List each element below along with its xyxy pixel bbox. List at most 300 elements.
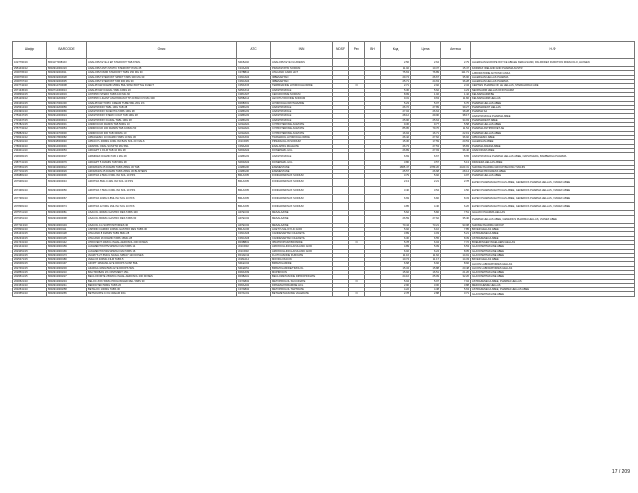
table-cell: L02BG03 <box>237 105 271 109</box>
table-cell: 8602913900081 <box>47 211 87 215</box>
table-cell: ARAPRIL ORAL SUSP 50 MG 5ML <box>87 144 237 148</box>
table-cell: 3.40 <box>381 186 411 194</box>
table-cell: 2078381/10 <box>13 203 47 211</box>
table-cell: N06DA02 <box>237 148 271 152</box>
table-cell: 8602916000066 <box>47 110 87 114</box>
table-cell: FONDAPARINUX SODIUM <box>271 194 333 202</box>
table-cell: PHARMA SA <box>471 110 635 114</box>
table-cell: MESALAZINE <box>271 223 333 227</box>
table-cell: 6.30 <box>381 236 411 240</box>
table-cell: G03HA01 <box>237 127 271 131</box>
table-cell <box>349 59 365 67</box>
table-cell: AVAMYS 27.5MCG NASAL SPRAY 120 DOSES <box>87 253 237 257</box>
table-cell: 8602913900104 <box>47 223 87 227</box>
table-cell: 4.89 <box>381 245 411 249</box>
table-cell: 6.69 <box>381 194 411 202</box>
table-row <box>13 292 635 296</box>
table-cell: 26.67 <box>411 75 441 79</box>
table-cell: 10.37 <box>411 67 441 71</box>
table-cell: 16.94 <box>381 131 411 135</box>
table-cell: 75.63 <box>381 71 411 75</box>
table-cell: 8602913900159 <box>47 245 87 249</box>
table-cell: 28.14 <box>441 169 471 173</box>
table-cell: 5.92 <box>411 174 441 178</box>
table-cell <box>365 186 381 194</box>
table-cell: PHARMA HELLAS ABEE <box>471 131 635 135</box>
page-number: 17 / 209 <box>611 469 630 475</box>
table-cell: 1027760/16 <box>13 59 47 67</box>
table-cell: 2000766/10 <box>13 75 47 79</box>
table-cell: MUPIROCIN <box>271 271 333 275</box>
table-cell: 2420.31 <box>441 165 471 169</box>
table-cell: S01EC04 <box>237 262 271 266</box>
table-cell: METOPROLOL SUCCINATE <box>271 279 333 283</box>
table-cell: 2071345/16 <box>13 88 47 92</box>
table-cell: D07AC01 <box>237 292 271 296</box>
table-cell <box>333 292 349 296</box>
price-list-table <box>12 41 635 297</box>
table-cell: ANTIPRO STERO TABS 100 MG 60 <box>87 92 237 96</box>
table-cell <box>333 215 349 223</box>
table-cell: 8602714300013 <box>47 88 87 92</box>
table-cell: 5.82 <box>411 211 441 215</box>
table-cell: BENOCTEN 50MG TABS 20 <box>87 283 237 287</box>
table-cell: 3.89 <box>381 232 411 236</box>
table-cell: ARIMIDEX DIAMIN TAB 1 MG 28 <box>87 153 237 161</box>
table-cell: ALLERGAN HELLAS PHARMA <box>471 75 635 79</box>
table-cell: ACETYLSALICYLIC ACID <box>271 228 333 232</box>
table-cell: ANALOPIZ EYE-2 EP STEROXIT TAB.8 5ML <box>87 59 237 67</box>
table-cell: B01AX05 <box>237 203 271 211</box>
table-cell: ANASTROZOLE <box>271 105 333 109</box>
table-cell: 8602919003035 <box>47 80 87 84</box>
table-cell: 8602916000013 <box>47 118 87 122</box>
table-row <box>13 178 635 186</box>
table-cell: 11.02 <box>381 67 411 71</box>
table-cell: PHARMA HELLAS ABEE <box>471 101 635 105</box>
table-cell: 2029511/15 <box>13 275 47 279</box>
table-cell: GLAXOSMITHKLINE ABEE <box>471 253 635 257</box>
table-cell: ANASTROZOLE <box>271 153 333 161</box>
table-cell: ANALOPIZ DMIR STEROXIT TABS 150 MG 30 <box>87 71 237 75</box>
table-cell: ANALOPIZ STEROXIT SPIRIT TABS 300 MG 30 <box>87 75 237 79</box>
column-header: ATC <box>237 42 271 59</box>
table-cell: J01MA14 <box>237 258 271 262</box>
table-cell: ANALPIXAR ICADAL TABL 10MG 20 <box>87 88 237 92</box>
table-cell: 35.96 <box>441 75 471 79</box>
table-cell: 8602913900142 <box>47 240 87 244</box>
table-cell: 2023451/15 <box>13 249 47 253</box>
column-header: Шифр <box>13 42 47 59</box>
table-cell: 2077381/10 <box>13 194 47 202</box>
table-cell: LEVOTHYROXINE SODIUM <box>271 97 333 101</box>
table-cell: 2396082/15 <box>13 153 47 161</box>
table-header-row <box>13 42 635 59</box>
table-cell: 11.82 <box>441 97 471 101</box>
table-cell: AUGMENTIN 500/125MG FILM TABS 16 <box>87 249 237 253</box>
table-cell: 8602913900180 <box>47 258 87 262</box>
table-cell: 6.26 <box>441 203 471 211</box>
table-cell: 2.71 <box>381 84 411 88</box>
table-cell: ANAFORUM ABEE <box>471 148 635 152</box>
table-cell: 2074381/10 <box>13 186 47 194</box>
table-cell: 3.57 <box>411 161 441 165</box>
table-cell: 2027491/15 <box>13 266 47 270</box>
table-cell: ANASTRONIX SCIENTIA TABS 1MG 28 <box>87 110 237 114</box>
table-cell: 25.57 <box>381 169 411 173</box>
table-cell: 21.26 <box>441 271 471 275</box>
table-cell: APRACYL 400MG 10ML INJ BAN SOL 20 VIALS <box>87 140 237 144</box>
table-cell: FONDAPARINUX SODIUM <box>271 186 333 194</box>
table-cell: PHARMA HELLAS ABEE, GENERICS PHARMA HELLAS, VIANEX ABEE <box>471 215 635 223</box>
table-cell: CYPROTERONE ACETATE <box>271 127 333 131</box>
table-cell: 6.53 <box>441 245 471 249</box>
table-cell: 2394011/10 <box>13 148 47 152</box>
table-cell: ELPEN PHARMACEUTICALS ABEE, GENERICS PHARMA HELLAS, VIANEX ABEE <box>471 203 635 211</box>
table-cell: 2091361/15 <box>13 101 47 105</box>
column-header: Н-Ф <box>471 42 635 59</box>
table-cell: 8602919003011 <box>47 71 87 75</box>
table-cell: GLAXOSMITHKLINE ABEE <box>471 249 635 253</box>
table-cell: 4.85 <box>381 203 411 211</box>
table-cell: ANASTROZOLE PHARMA HELLAS ABEE, NAPHTHERA, BAMBERGA PHARMA <box>471 153 635 161</box>
table-cell <box>365 194 381 202</box>
table-cell: A07EC02 <box>237 223 271 227</box>
table-cell: CEFUROXIME SODIUM <box>271 92 333 96</box>
table-cell: AUGMENTIN 875/125MG FILM TABS 14 <box>87 245 237 249</box>
table-cell: AROMASIN 25 DIAMIN TABS 25MG 30 BLISTERS <box>87 169 237 173</box>
table-cell: 76.89 <box>411 71 441 75</box>
table-cell: 5.62 <box>411 88 441 92</box>
table-cell: 8602913900203 <box>47 266 87 270</box>
table-cell: ENALAPRIL MALEATE <box>271 144 333 148</box>
table-cell: 4.46 <box>411 203 441 211</box>
table-cell: B01AX05 <box>237 178 271 186</box>
table-cell: 8.05 <box>441 249 471 253</box>
table-cell: 5.58 <box>441 123 471 127</box>
table-cell: 6.82 <box>411 194 441 202</box>
column-header: Аптека <box>441 42 471 59</box>
table-cell: ALLERGAN EUROPE ROYCE ABILEE KERALSAND, PALFRIDEX RUIDITION MIRACOLO, HAYEEN <box>471 59 635 67</box>
table-cell: 2387741/16 <box>13 161 47 165</box>
table-cell: 8602914001023 <box>47 67 87 71</box>
table-cell: AZARGA 10MG/5MG EYE DROPS 5ML <box>87 266 237 270</box>
table-cell: IRBESARTAN <box>271 80 333 84</box>
table-cell: 36.92 <box>441 135 471 139</box>
column-header: Код <box>381 42 411 59</box>
table-cell: 8602913700030 <box>47 131 87 135</box>
table-cell: 2026481/15 <box>13 262 47 266</box>
table-cell: BETALOC 100MG TABS 30 <box>87 288 237 292</box>
table-cell: 6.68 <box>381 262 411 266</box>
table-cell: 2034901/10 <box>13 110 47 114</box>
table-cell: 2075711/10 <box>13 211 47 215</box>
table-cell: C09CA04 <box>237 80 271 84</box>
table-cell: ANASTRONIX TABL 1MG TAB 28 <box>87 105 237 109</box>
table-cell: 2.88 <box>411 292 441 296</box>
table-cell: 39.27 <box>441 105 471 109</box>
table-row <box>13 153 635 161</box>
table-cell: 8.65 <box>441 153 471 161</box>
table-body <box>13 59 635 297</box>
column-header: ВН <box>365 42 381 59</box>
table-cell: J01CR05 <box>237 140 271 144</box>
table-cell <box>349 186 365 194</box>
table-cell: 2.56 <box>381 59 411 67</box>
table-cell: AROMASIN 25 DIAMIN TABS 25MG 30 TAB <box>87 165 237 169</box>
table-cell: C09CA04 <box>237 75 271 79</box>
table-cell: 8602917001030 <box>47 101 87 105</box>
table-cell: C05AX15 <box>237 84 271 88</box>
table-cell: 2000765/10 <box>13 71 47 75</box>
table-cell: EXEMESTANE <box>271 169 333 173</box>
table-cell: 1.02 <box>411 92 441 96</box>
table-cell: ATROVENT 20MCG INHAL AEROSOL 200 DOSES <box>87 240 237 244</box>
table-cell: ANALOPIZ EYE FLUIDESIS <box>271 59 333 67</box>
table-cell: 6.92 <box>411 262 441 266</box>
table-cell: 8601913200047 <box>47 97 87 101</box>
table-cell: 14.91 <box>441 253 471 257</box>
table-cell: ASTRAZENECA ABEE <box>471 236 635 240</box>
table-cell: 29.74 <box>381 75 411 79</box>
table-cell: 26.64 <box>411 110 441 114</box>
table-cell: 2030521/10 <box>13 279 47 283</box>
table-cell: PHARMA HELLAS ABEE <box>471 123 635 127</box>
table-cell: ARICEPT 5 DIAMIN TAB 5MG 28 <box>87 161 237 165</box>
table-cell: PHARMA ADERIA ABEE <box>471 144 635 148</box>
table-cell: 2758823/12 <box>13 131 47 135</box>
table-cell: ASACOL 800MG GASTRO RES TABS 60 <box>87 215 237 223</box>
table-cell: 3.80 <box>381 161 411 165</box>
column-header: Рег. <box>349 42 365 59</box>
table-cell: 27.62 <box>411 135 441 139</box>
table-cell: 2951432/12 <box>13 67 47 71</box>
table-cell: 2079381/10 <box>13 178 47 186</box>
table-cell: CYPROTERONE ACETATE <box>271 123 333 127</box>
table-cell <box>365 215 381 223</box>
table-cell: AMOXICILLIN/CLAVULANIC ACID <box>271 249 333 253</box>
table-cell: 6.04 <box>411 240 441 244</box>
table-cell: 2051203/12 <box>13 97 47 101</box>
table-cell: 3.00 <box>411 283 441 287</box>
table-cell: 27.93 <box>411 148 441 152</box>
table-cell: KELNAPHARM HELLAS <box>471 97 635 101</box>
table-cell <box>349 178 365 186</box>
table-cell: L02BG03 <box>237 118 271 122</box>
table-cell: N06DA02 <box>237 161 271 165</box>
table-cell: GALAXO PHARMA HELLAS <box>471 211 635 215</box>
table-cell: GLAXOSMITHKLINE ABEE <box>471 245 635 249</box>
table-cell: 27.04 <box>381 110 411 114</box>
table-cell: 15.88 <box>411 266 441 270</box>
table-cell: NEOPHARM HELLAS DFR PHARM <box>471 88 635 92</box>
table-cell: B01AX05 <box>237 194 271 202</box>
table-cell <box>333 178 349 186</box>
table-cell: 36.46 <box>441 148 471 152</box>
table-cell: PHARMA ANTIPROXET AE <box>471 127 635 131</box>
table-cell: 8602916190019 <box>47 92 87 96</box>
table-cell: PHARMADENT HELLAS <box>471 105 635 109</box>
column-header: BARCODE <box>47 42 87 59</box>
table-cell: 32.26 <box>441 275 471 279</box>
table-cell: 8602914000079 <box>47 161 87 165</box>
table-cell <box>333 59 349 67</box>
table-cell: 26.68 <box>411 169 441 173</box>
table-cell: C07AB02 <box>237 288 271 292</box>
table-cell <box>349 194 365 202</box>
table-cell: PIPERACILLIN SODIUM <box>271 140 333 144</box>
table-cell: 4.97 <box>441 174 471 178</box>
table-cell: 8602913900241 <box>47 283 87 287</box>
table-cell: FAIRMAX IRELAND AND PHARMA AUSTR <box>471 67 635 71</box>
table-cell: C08CA07 <box>237 92 271 96</box>
table-cell: BETAMETHASONE VALERATE <box>271 292 333 296</box>
table-cell: ALLERGAN ABEE <box>471 140 635 144</box>
table-cell: A07EC02 <box>237 215 271 223</box>
table-cell: ELPEN PHARMACEUTICALS ABEE, GENERICS PHARMA HELLAS, VIANEX ABEE <box>471 194 635 202</box>
table-cell: ANDROCUR DIAMIN TAB 50MG 10 <box>87 123 237 127</box>
table-cell: B01AX05 <box>237 174 271 178</box>
table-cell: 11.17 <box>411 258 441 262</box>
table-cell: R03BA01 <box>237 275 271 279</box>
table-cell: 8602913900050 <box>47 186 87 194</box>
table-cell: ARICEPT 1 FILM TAB 10 MG 28 <box>87 148 237 152</box>
table-cell: 26.73 <box>381 144 411 148</box>
table-cell: N05BA14 <box>237 97 271 101</box>
table-cell: ANDROCUR 300 TAB 300MG 10 <box>87 131 237 135</box>
table-cell: 5.92 <box>381 228 411 232</box>
table-cell: AZOPT 10MG/ML EYE DROPS SUSP 5ML <box>87 262 237 266</box>
table-cell: ARIXTRA 10MG 0.8ML INJ SOL 10 PFS <box>87 194 237 202</box>
table-cell: PHARMA PROGRESS ABEE <box>471 169 635 173</box>
table-cell: R06AA02 <box>237 283 271 287</box>
table-cell: 111.71 <box>441 71 471 75</box>
table-cell: 4.22 <box>381 288 411 292</box>
table-row <box>13 194 635 202</box>
table-cell: ALCON LABORATORIES HELLAS <box>471 262 635 266</box>
table-cell: 2076591/15 <box>13 165 47 169</box>
column-header: Опис <box>87 42 237 59</box>
table-cell: 4.23 <box>441 88 471 92</box>
table-cell: 2008362/15 <box>13 92 47 96</box>
table-cell: ANALPIXAR TOPIC CREAM TUBE 5ML 20G 1% <box>87 101 237 105</box>
table-cell: 2.13 <box>381 178 411 186</box>
table-cell: BETNOVATE 0.1% CREAM 30G <box>87 292 237 296</box>
table-cell: 26.59 <box>381 215 411 223</box>
table-cell: 7.51 <box>441 211 471 215</box>
table-cell: 24.16 <box>381 275 411 279</box>
table-cell: DRAVERA HELLAS ABEE <box>471 161 635 165</box>
table-cell: 8.99 <box>381 92 411 96</box>
table-cell: 93.08 <box>441 223 471 227</box>
table-cell: 8602913900234 <box>47 279 87 283</box>
table-cell: BAYER HELLAS ABEE <box>471 258 635 262</box>
table-cell: BAYER HELLAS ABEE <box>471 228 635 232</box>
table-cell: G03HA01 <box>237 123 271 127</box>
table-cell: CERTAIN PHARMA OF LE HELLAS, STERALDRAC ADE <box>471 84 635 88</box>
table-cell: C09CA06 <box>237 236 271 240</box>
table-cell: 8602913900210 <box>47 271 87 275</box>
column-header: NDSF <box>333 42 349 59</box>
table-cell: 2762291/10 <box>13 140 47 144</box>
table-cell: 7.72 <box>441 240 471 244</box>
table-cell: 8601913900012 <box>47 165 87 169</box>
table-cell: S01BA02 <box>237 59 271 67</box>
table-cell: 26.42 <box>381 135 411 139</box>
table-cell: 8.33 <box>441 194 471 202</box>
table-cell: ANASTROZOLE <box>271 88 333 92</box>
table-cell: 85.95 <box>381 127 411 131</box>
table-cell: 8602913900074 <box>47 203 87 211</box>
table-cell: ANTIPRO LIGANT ANHYDRAN 8 TP 20 BAN 0.5 MG 300 <box>87 97 237 101</box>
table-cell <box>349 203 365 211</box>
table-cell: ANASTROZOLE <box>271 114 333 118</box>
table-cell: CANDESARTAN CILEXETIL <box>271 232 333 236</box>
table-cell: 8602914000053 <box>47 148 87 152</box>
table-cell: 1789.20 <box>411 165 441 169</box>
table-cell: 2753447/15 <box>13 114 47 118</box>
table-cell: 2024461/15 <box>13 253 47 257</box>
table-cell: ATACAND 16 DIAMIN TABS 16MG 28 <box>87 236 237 240</box>
table-cell: ANASTROZOLE <box>271 118 333 122</box>
table-cell: ANALPIXAR DIAMIN 25MG 5ML SPAN BOTTLE INJECT <box>87 84 237 88</box>
table-cell: BELOC ZOK 50MG PROLONGED REL TABS 30 <box>87 279 237 283</box>
table-cell: 2.78 <box>441 178 471 186</box>
table-cell: 3.71 <box>441 292 471 296</box>
table-cell: 2.90 <box>381 283 411 287</box>
table-cell: 5.78 <box>381 240 411 244</box>
table-cell: 15.47 <box>441 67 471 71</box>
table-cell: R01AD12 <box>237 253 271 257</box>
table-cell: ELPEN PHARMACEUTICALS ABEE, GENERICS PHARMA HELLAS, VIANEX ABEE <box>471 186 635 194</box>
table-cell: 5.36 <box>381 88 411 92</box>
table-cell: 2062334/15 <box>13 236 47 240</box>
table-cell: 6.67 <box>411 153 441 161</box>
table-cell: 36.28 <box>441 80 471 84</box>
table-cell: 35.83 <box>441 144 471 148</box>
table-cell: 8602914000046 <box>47 144 87 148</box>
table-cell: ASTRAZENECA ABEE, PHARMA HELLAS <box>471 279 635 283</box>
table-cell <box>365 59 381 67</box>
table-cell: 8602913900128 <box>47 232 87 236</box>
table-cell: C07BB12 <box>237 71 271 75</box>
table-cell: 2017431/10 <box>13 240 47 244</box>
table-cell: ARIXTRA 2.5MG 0.5ML INJ SOL 10 PFS <box>87 174 237 178</box>
table-cell: 1.42 <box>441 92 471 96</box>
table-cell: APRAGESIC 10 DIAMIN TABS 10 MG 30 <box>87 135 237 139</box>
table-cell: 5.07 <box>411 101 441 105</box>
table-cell: 17.59 <box>411 140 441 144</box>
table-cell: BRINZOLAMIDE/TIMOLOL <box>271 266 333 270</box>
table-cell: 4.03 <box>411 232 441 236</box>
table-cell: 8602913900036 <box>47 174 87 178</box>
table-cell: TERBINAFINE HYDROCHLORIDE <box>271 84 333 88</box>
table-cell: METOPROLOL TARTRATE <box>271 288 333 292</box>
table-cell: FONDAPARINUX SODIUM <box>271 174 333 178</box>
table-cell: B01AC06 <box>237 228 271 232</box>
table-cell: LABORATORIE ANTONIO ANKA <box>471 71 635 75</box>
table-cell: D06BX01 <box>237 101 271 105</box>
table-cell: 25.71 <box>381 80 411 84</box>
column-header: Цена <box>411 42 441 59</box>
table-cell: 2.64 <box>411 59 441 67</box>
table-cell: 2076451/10 <box>13 215 47 223</box>
table-cell: 8602913900173 <box>47 253 87 257</box>
table-cell: 11.62 <box>411 253 441 257</box>
table-cell: ALCON LABORATORIES HELLAS <box>471 266 635 270</box>
table-row <box>13 186 635 194</box>
table-cell: B01AX05 <box>237 186 271 194</box>
